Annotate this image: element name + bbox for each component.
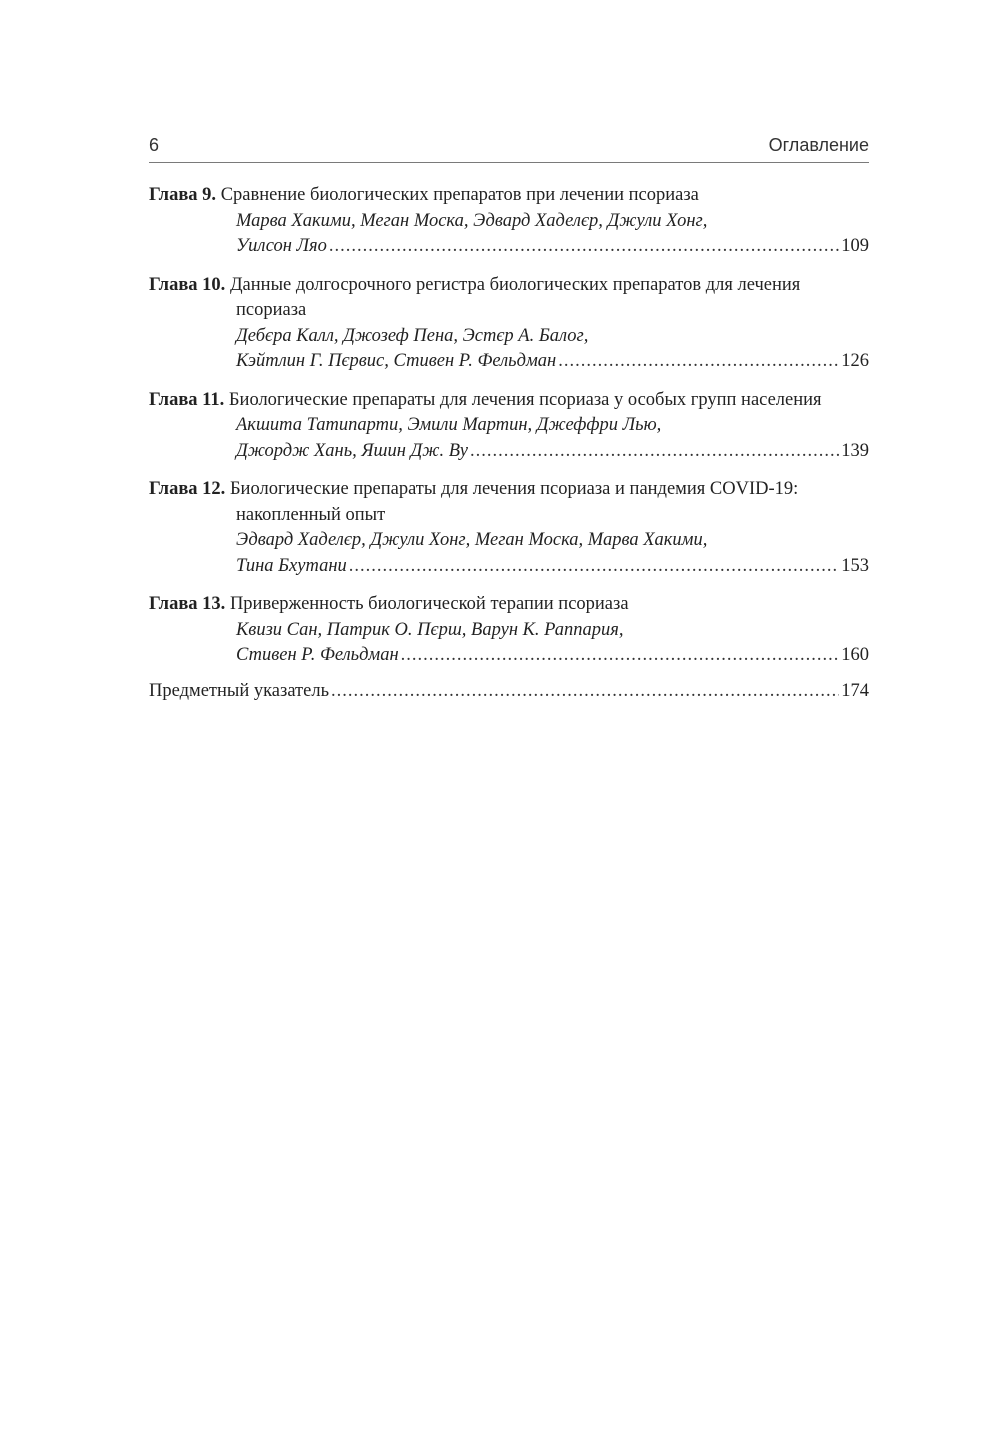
toc-entry-chapter-10[interactable]: [149, 273, 869, 375]
chapter-title: Биологические препараты для лечения псориаза у особых групп населения: [228, 389, 822, 410]
chapter-title: Сравнение биологических препаратов при лечении псориаза: [220, 185, 699, 205]
running-header: [149, 132, 869, 163]
chapter-page-number: 153: [841, 555, 869, 576]
chapter-authors: Эдвард Хаделєр, Джули Хонг, Меган Моска, Марва Хакими,: [236, 530, 708, 550]
subject-index-label: Предметный указатель: [149, 680, 330, 701]
dot-leader: [401, 643, 840, 669]
chapter-authors: Акшита Татипарти, Эмили Мартин, Джеффри Лью,: [236, 415, 662, 435]
page-number: 6: [149, 135, 160, 155]
chapter-label: Глава 13.: [149, 594, 226, 614]
chapter-authors: Дебєра Калл, Джозеф Пена, Эстєр А. Балог,: [236, 325, 589, 346]
chapter-authors-cont: Уилсон Ляо: [236, 236, 327, 256]
chapter-page-number: 126: [841, 351, 869, 371]
toc-entry-chapter-11[interactable]: [149, 388, 869, 465]
chapter-authors-cont: Кэйтлин Г. Пєрвис, Стивен Р. Фельдман: [236, 351, 557, 371]
table-of-contents: [149, 183, 869, 704]
toc-entry-chapter-13[interactable]: [149, 592, 869, 669]
chapter-title: Данные долгосрочного регистра биологических препаратов для лечения псориаза: [229, 274, 801, 320]
dot-leader: [329, 234, 839, 260]
chapter-label: Глава 11.: [149, 389, 225, 410]
chapter-authors: Квизи Сан, Патрик О. Пєрш, Варун К. Раппария,: [236, 619, 624, 640]
toc-entry-chapter-12[interactable]: [149, 477, 869, 579]
chapter-authors-cont: Тина Бхутани: [236, 555, 347, 576]
chapter-authors-cont: Джордж Хань, Яшин Дж. Ву: [236, 440, 469, 461]
dot-leader: [470, 439, 839, 465]
chapter-authors: Марва Хакими, Меган Моска, Эдвард Хаделєр, Джули Хонг,: [236, 210, 708, 231]
chapter-title: Биологические препараты для лечения псориаза и пандемия COVID-19: накопленный опыт: [229, 479, 799, 525]
dot-leader: [558, 349, 839, 375]
chapter-label: Глава 9.: [149, 185, 217, 205]
chapter-label: Глава 10.: [149, 274, 226, 295]
chapter-page-number: 109: [841, 236, 869, 256]
toc-entry-chapter-9[interactable]: [149, 183, 869, 260]
toc-entry-subject-index[interactable]: [149, 679, 869, 705]
running-title: Оглавление: [768, 135, 869, 155]
chapter-page-number: 160: [841, 645, 869, 665]
chapter-label: Глава 12.: [149, 479, 226, 499]
chapter-page-number: 139: [841, 440, 869, 461]
chapter-authors-cont: Стивен Р. Фельдман: [236, 645, 399, 665]
chapter-title: Приверженность биологической терапии псориаза: [229, 594, 629, 614]
dot-leader: [349, 554, 840, 580]
dot-leader: [331, 679, 839, 705]
subject-index-page-number: 174: [841, 680, 869, 701]
